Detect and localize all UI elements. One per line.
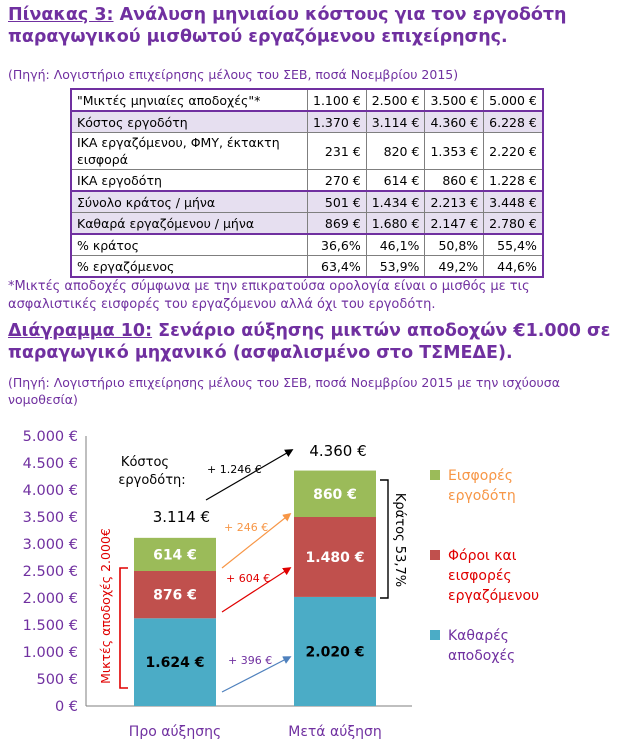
- total-increase-label: + 1.246 €: [207, 463, 262, 476]
- y-tick-label: 2.500 €: [22, 564, 78, 580]
- total-before-label: 3.114 €: [152, 508, 210, 526]
- table-row: [71, 170, 543, 192]
- legend-label-line: Εισφορές: [448, 468, 513, 484]
- row-label: Σύνολο κράτος / μήνα: [71, 191, 308, 213]
- cell-value: 1.434 €: [366, 191, 425, 213]
- table-row: [71, 234, 543, 256]
- cell-value: 1.370 €: [308, 111, 367, 133]
- cell-value: 2.220 €: [484, 133, 543, 170]
- legend-label-line: εργαζόμενου: [448, 588, 540, 604]
- cell-value: 3.500 €: [425, 89, 484, 111]
- cell-value: 1.353 €: [425, 133, 484, 170]
- bar-value-label: 614 €: [153, 547, 197, 564]
- cell-value: 614 €: [366, 170, 425, 192]
- cell-value: 869 €: [308, 213, 367, 235]
- table-row: [71, 89, 543, 111]
- legend-label-line: Φόροι και: [448, 548, 517, 564]
- y-tick-label: 0 €: [54, 699, 78, 715]
- chart-title-prefix: Διάγραμμα 10:: [8, 321, 153, 341]
- row-label: % εργαζόμενος: [71, 256, 308, 278]
- legend-swatch: [430, 630, 440, 640]
- table-row: [71, 213, 543, 235]
- cell-value: 55,4%: [484, 234, 543, 256]
- bar-value-label: 876 €: [153, 587, 197, 604]
- row-label: ΙΚΑ εργοδότη: [71, 170, 308, 192]
- bar-value-label: 1.480 €: [305, 549, 365, 566]
- cell-value: 3.448 €: [484, 191, 543, 213]
- cell-value: 231 €: [308, 133, 367, 170]
- row-label: "Μικτές μηνιαίες αποδοχές"*: [71, 89, 308, 111]
- table-title-prefix: Πίνακας 3:: [8, 5, 114, 25]
- legend-label-line: εισφορές: [448, 568, 512, 584]
- bar-value-label: 1.624 €: [145, 655, 205, 672]
- table-row: [71, 191, 543, 213]
- table-row: [71, 256, 543, 278]
- cell-value: 2.500 €: [366, 89, 425, 111]
- table-title-text: Ανάλυση μηνιαίου κόστους για τον εργοδότη παραγωγικού μισθωτού εργαζόμενου επιχείρησης.: [8, 5, 567, 47]
- legend-label-line: αποδοχές: [448, 648, 516, 664]
- legend-swatch: [430, 470, 440, 480]
- legend-label-line: εργοδότη: [448, 488, 516, 504]
- y-tick-label: 2.000 €: [22, 591, 78, 607]
- table-title: [8, 4, 625, 48]
- row-label: % κράτος: [71, 234, 308, 256]
- y-tick-label: 4.000 €: [22, 483, 78, 499]
- y-tick-label: 3.500 €: [22, 510, 78, 526]
- x-tick-label: Μετά αύξηση: [288, 724, 382, 740]
- cell-value: 860 €: [425, 170, 484, 192]
- legend-label-line: Καθαρές: [448, 628, 509, 644]
- cell-value: 3.114 €: [366, 111, 425, 133]
- cell-value: 270 €: [308, 170, 367, 192]
- table-footnote: *Μικτές αποδοχές σύμφωνα με την επικρατούσα ορολογία είναι ο μισθός με τις ασφαλιστικές εισφορές του εργαζόμενου αλλά όχι του εργοδότη.: [8, 279, 530, 312]
- legend-swatch: [430, 550, 440, 560]
- tax-increase-label: + 604 €: [226, 572, 271, 585]
- state-bracket: [380, 480, 388, 598]
- y-tick-label: 4.500 €: [22, 456, 78, 472]
- y-tick-label: 500 €: [36, 672, 78, 688]
- employer-increase-label: + 246 €: [224, 521, 269, 534]
- cell-value: 2.147 €: [425, 213, 484, 235]
- table-source: (Πηγή: Λογιστήριο επιχείρησης μέλους του ΣΕΒ, ποσά Νοεμβρίου 2015): [8, 67, 459, 82]
- cell-value: 44,6%: [484, 256, 543, 278]
- bar-value-label: 2.020 €: [305, 644, 365, 661]
- cell-value: 2.780 €: [484, 213, 543, 235]
- cell-value: 6.228 €: [484, 111, 543, 133]
- state-share-label: Κράτος 53,7%: [392, 492, 407, 588]
- cell-value: 46,1%: [366, 234, 425, 256]
- cell-value: 1.680 €: [366, 213, 425, 235]
- table-row: [71, 111, 543, 133]
- chart-title-text: Σενάριο αύξησης μικτών αποδοχών €1.000 σε παραγωγικό μηχανικό (ασφαλισμένο στο ΤΣΜΕΔΕ).: [8, 321, 611, 363]
- row-label: Κόστος εργοδότη: [71, 111, 308, 133]
- cost-label-line1: Κόστος: [120, 455, 170, 470]
- cell-value: 2.213 €: [425, 191, 484, 213]
- cell-value: 4.360 €: [425, 111, 484, 133]
- cell-value: 1.228 €: [484, 170, 543, 192]
- cell-value: 53,9%: [366, 256, 425, 278]
- stacked-bar-chart: [0, 410, 625, 745]
- cell-value: 5.000 €: [484, 89, 543, 111]
- cell-value: 50,8%: [425, 234, 484, 256]
- cell-value: 820 €: [366, 133, 425, 170]
- chart-source: (Πηγή: Λογιστήριο επιχείρησης μέλους του ΣΕΒ, ποσά Νοεμβρίου 2015 με την ισχύουσα νομοθεσία): [8, 375, 560, 407]
- bar-value-label: 860 €: [313, 486, 357, 503]
- row-label: ΙΚΑ εργαζόμενου, ΦΜΥ, έκτακτη εισφορά: [71, 133, 308, 170]
- y-tick-label: 1.500 €: [22, 618, 78, 634]
- cell-value: 501 €: [308, 191, 367, 213]
- table-row: [71, 133, 543, 170]
- cell-value: 1.100 €: [308, 89, 367, 111]
- cell-value: 49,2%: [425, 256, 484, 278]
- cell-value: 36,6%: [308, 234, 367, 256]
- cell-value: 63,4%: [308, 256, 367, 278]
- gross-bracket: [120, 568, 128, 688]
- chart-title: [8, 320, 625, 364]
- total-after-label: 4.360 €: [309, 442, 367, 460]
- y-tick-label: 3.000 €: [22, 537, 78, 553]
- x-tick-label: Προ αύξησης: [128, 724, 222, 740]
- y-tick-label: 5.000 €: [22, 429, 78, 445]
- cost-table: [70, 88, 544, 278]
- gross-label: Μικτές αποδοχές 2.000€: [98, 528, 113, 684]
- row-label: Καθαρά εργαζόμενου / μήνα: [71, 213, 308, 235]
- y-tick-label: 1.000 €: [22, 645, 78, 661]
- cost-label-line2: εργοδότη:: [118, 473, 186, 488]
- net-increase-label: + 396 €: [228, 654, 273, 667]
